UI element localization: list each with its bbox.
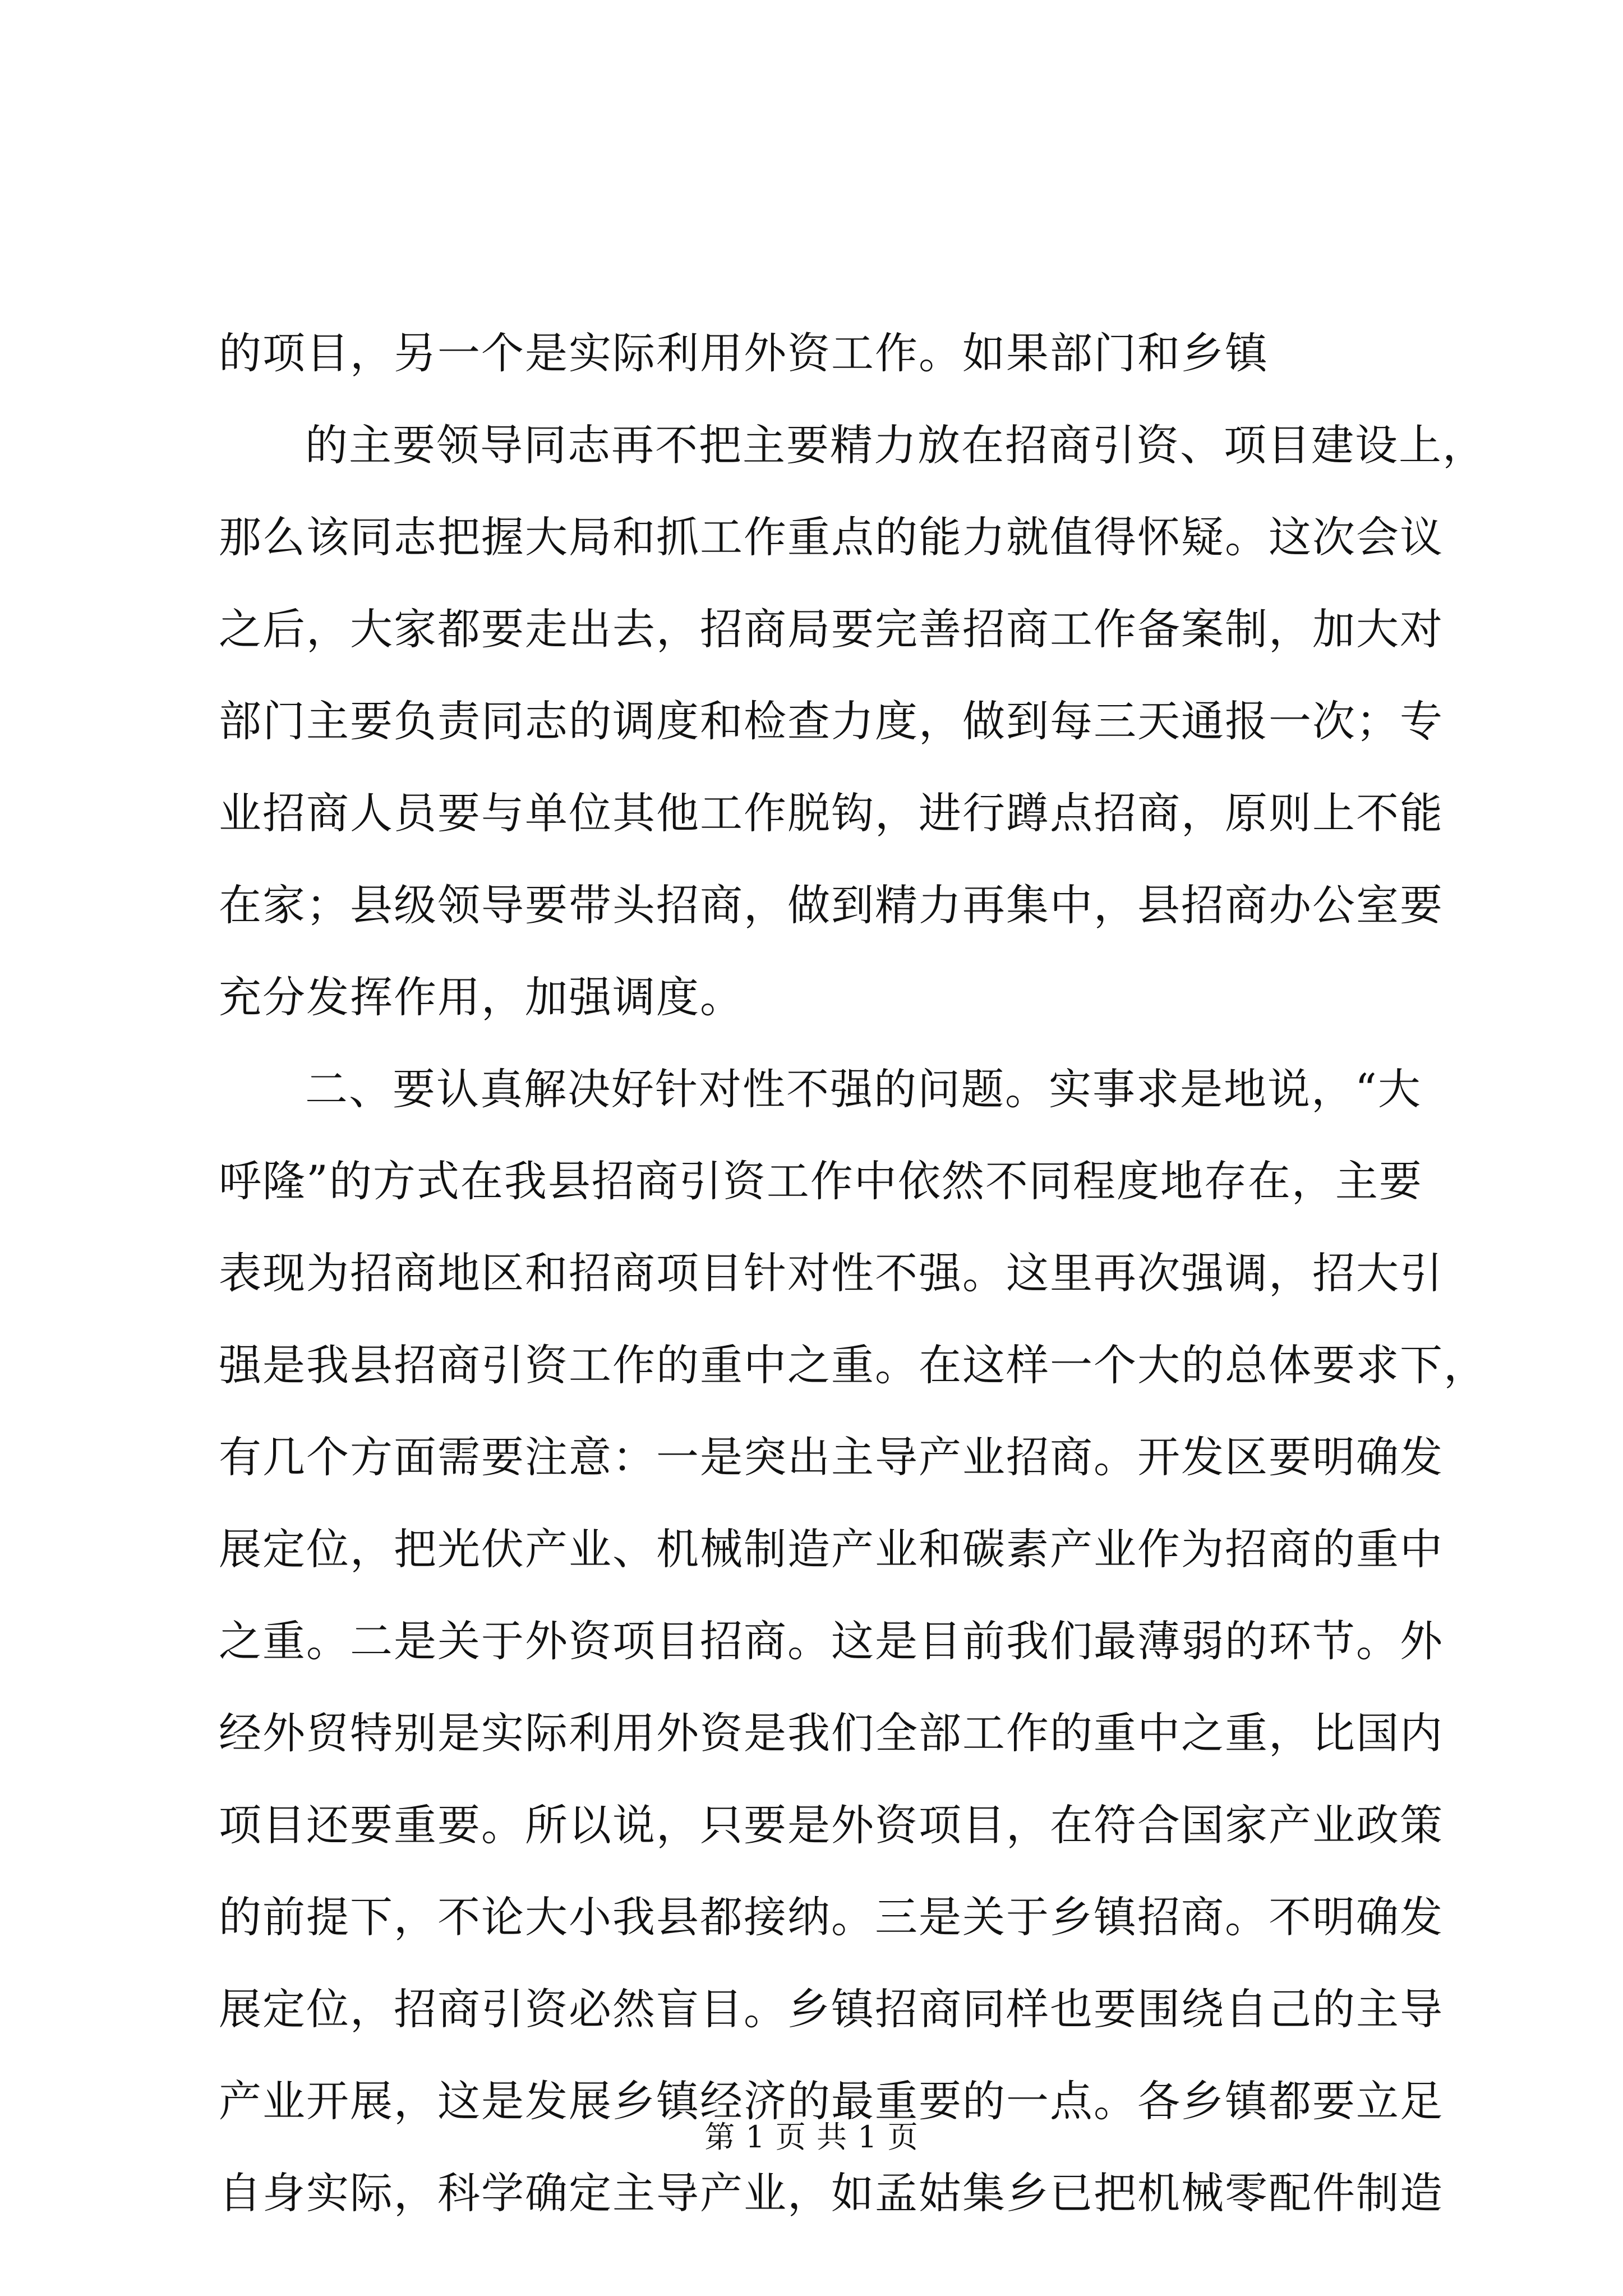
text-line-2: 的主要领导同志再不把主要精力放在招商引资、项目建设上， — [305, 420, 1486, 470]
text-line-17: 项目还要重要。所以说，只要是外资项目，在符合国家产业政策 — [219, 1800, 1444, 1850]
text-line-21: 自身实际，科学确定主导产业，如孟姑集乡已把机械零配件制造 — [219, 2168, 1444, 2218]
text-line-20: 产业开展，这是发展乡镇经济的最重要的一点。各乡镇都要立足 — [219, 2076, 1444, 2126]
text-line-19: 展定位，招商引资必然盲目。乡镇招商同样也要围绕自己的主导 — [219, 1984, 1444, 2034]
text-line-7: 在家；县级领导要带头招商，做到精力再集中，县招商办公室要 — [219, 880, 1444, 930]
text-line-16: 经外贸特别是实际利用外资是我们全部工作的重中之重，比国内 — [219, 1708, 1444, 1758]
text-line-13: 有几个方面需要注意：一是突出主导产业招商。开发区要明确发 — [219, 1432, 1444, 1482]
text-line-11: 表现为招商地区和招商项目针对性不强。这里再次强调，招大引 — [219, 1248, 1444, 1298]
text-line-1: 的项目，另一个是实际利用外资工作。如果部门和乡镇 — [219, 328, 1269, 378]
document-body — [219, 307, 1487, 2239]
page-number-label: 第 1 页 共 1 页 — [704, 2119, 919, 2155]
text-line-3: 那么该同志把握大局和抓工作重点的能力就值得怀疑。这次会议 — [219, 512, 1444, 562]
text-line-12: 强是我县招商引资工作的重中之重。在这样一个大的总体要求下， — [219, 1340, 1487, 1390]
text-line-9: 二、要认真解决好针对性不强的问题。实事求是地说，“大 — [305, 1064, 1422, 1114]
text-line-6: 业招商人员要与单位其他工作脱钩，进行蹲点招商，原则上不能 — [219, 788, 1444, 838]
text-line-8: 充分发挥作用，加强调度。 — [219, 972, 744, 1022]
text-line-5: 部门主要负责同志的调度和检查力度，做到每三天通报一次；专 — [219, 696, 1444, 746]
text-line-14: 展定位，把光伏产业、机械制造产业和碳素产业作为招商的重中 — [219, 1524, 1444, 1574]
text-line-10: 呼隆”的方式在我县招商引资工作中依然不同程度地存在，主要 — [219, 1156, 1423, 1206]
text-line-18: 的前提下，不论大小我县都接纳。三是关于乡镇招商。不明确发 — [219, 1892, 1444, 1942]
text-line-15: 之重。二是关于外资项目招商。这是目前我们最薄弱的环节。外 — [219, 1616, 1444, 1666]
page-footer — [0, 2119, 1623, 2155]
text-line-4: 之后，大家都要走出去，招商局要完善招商工作备案制，加大对 — [219, 604, 1444, 654]
